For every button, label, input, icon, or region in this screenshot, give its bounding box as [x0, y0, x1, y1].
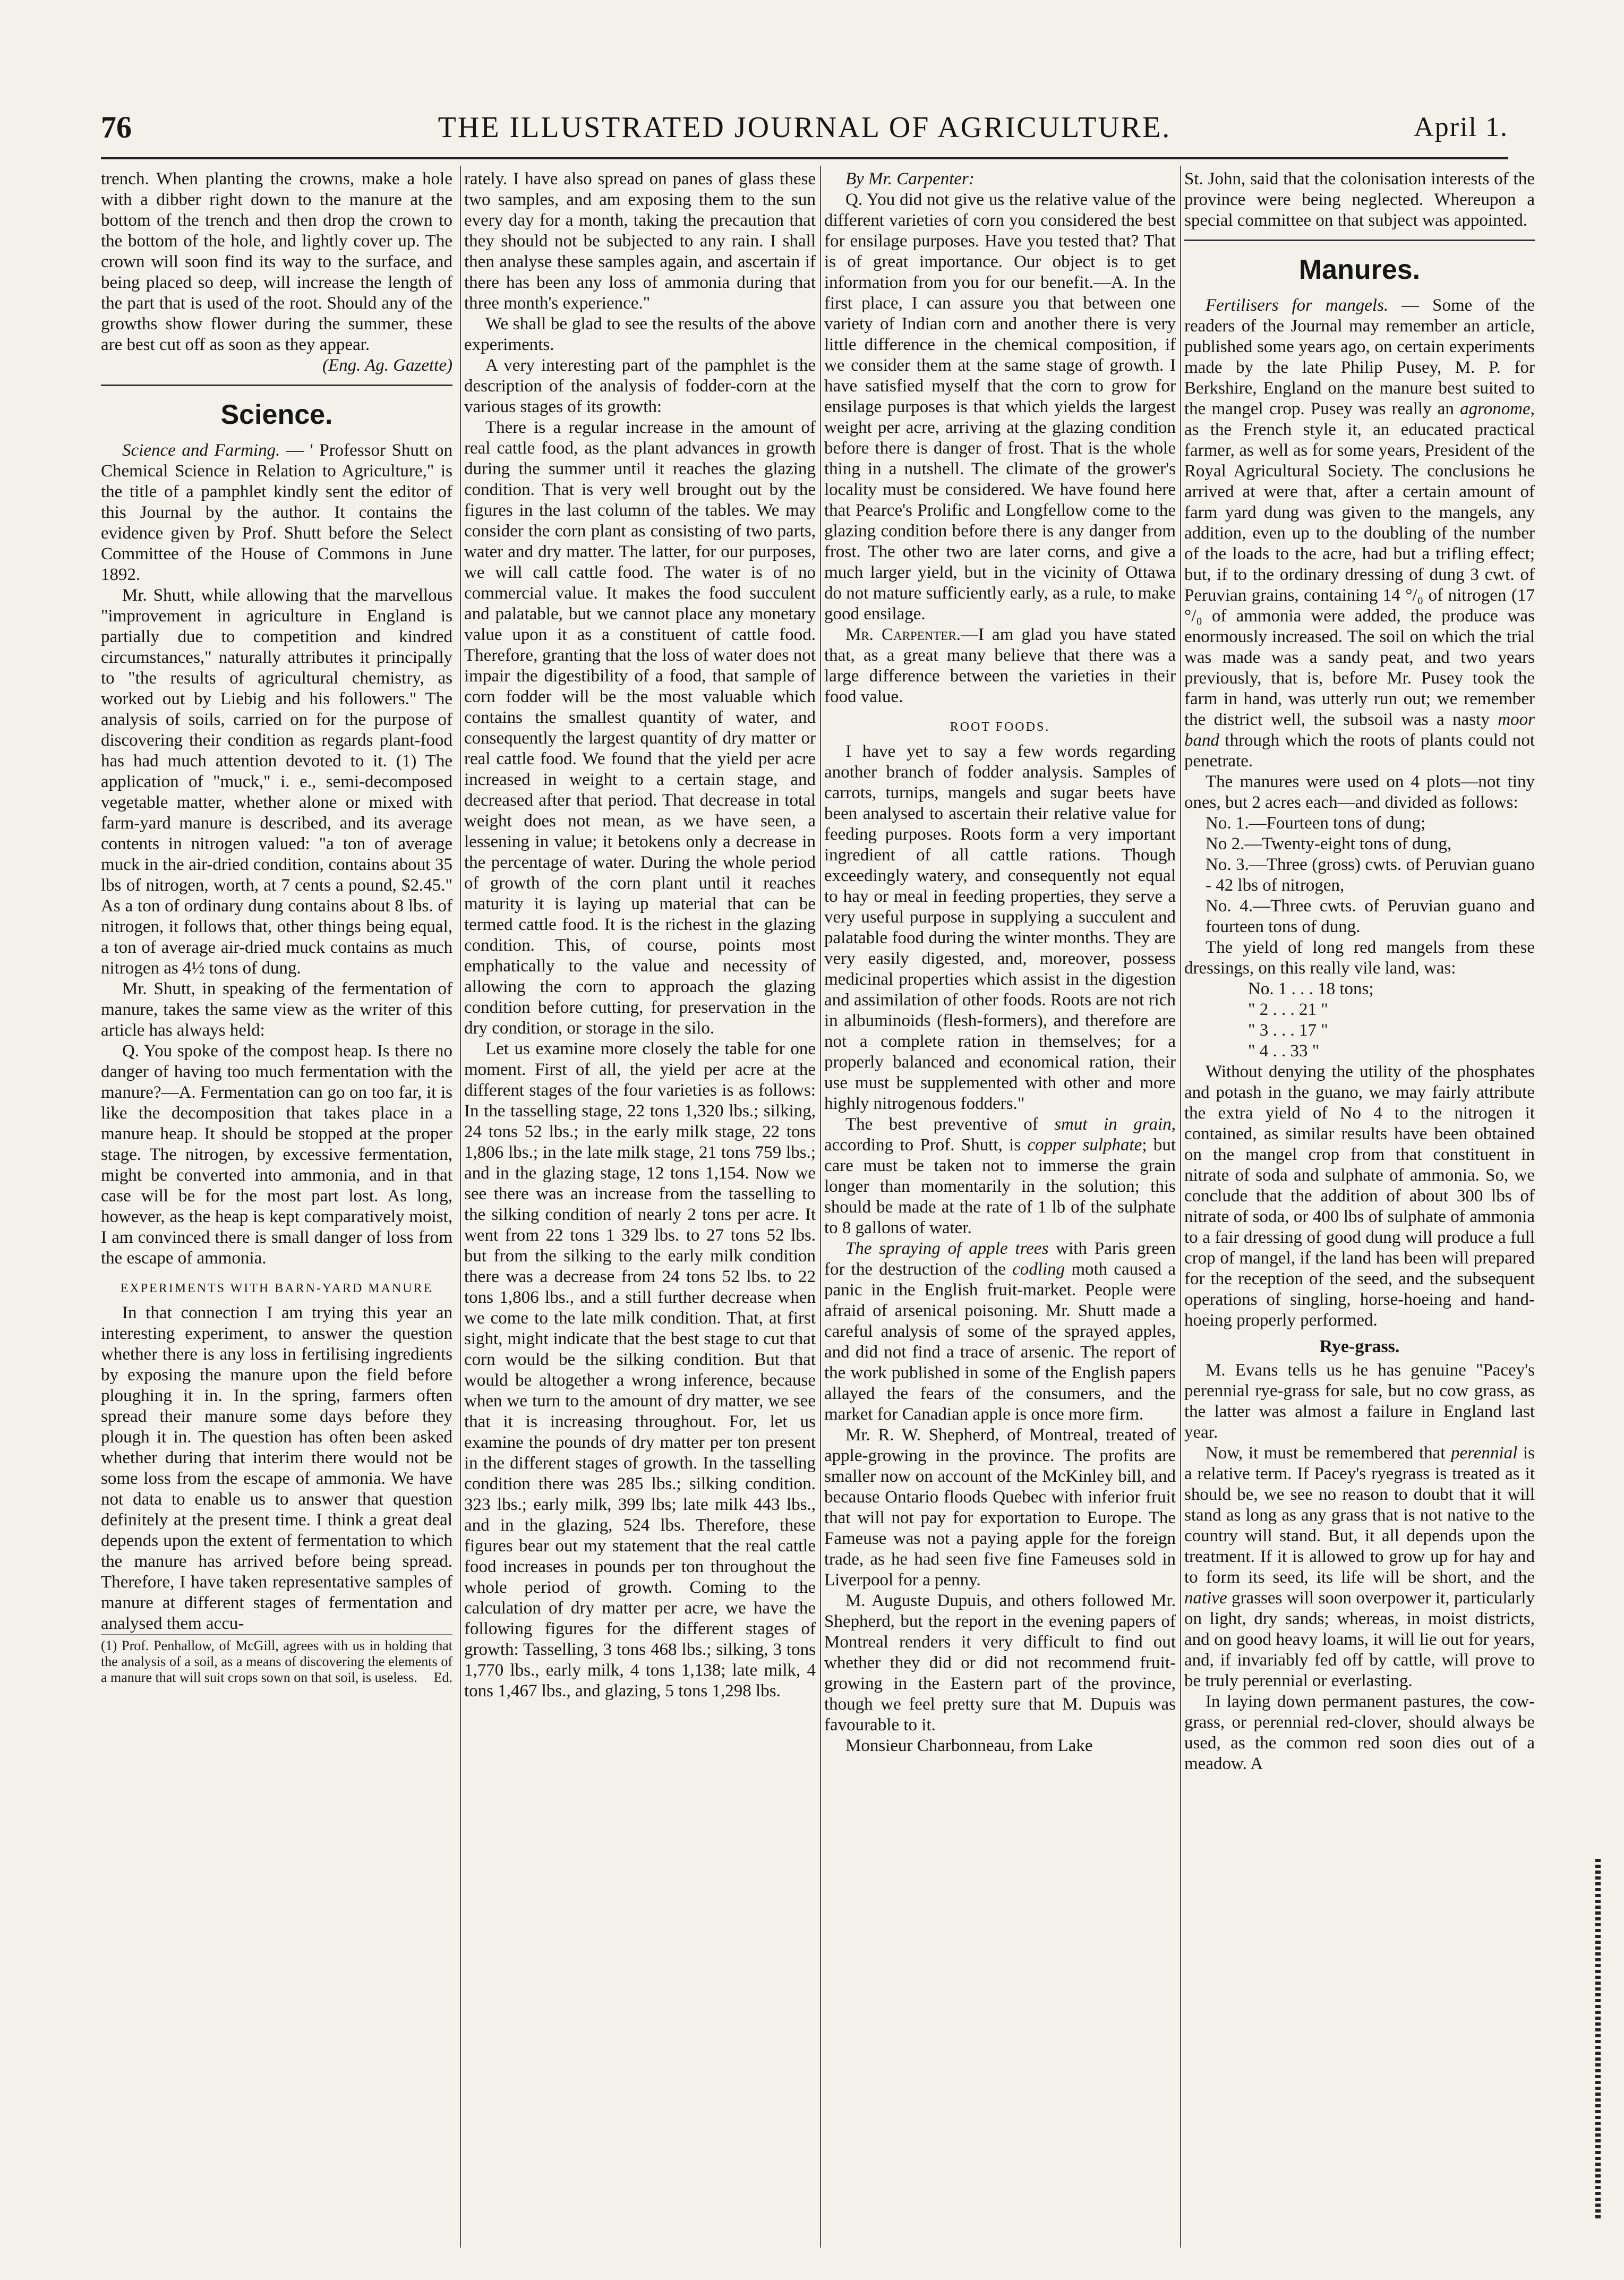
- yield-item: " 3 . . . 17 ": [1248, 1021, 1328, 1040]
- paragraph: A very interesting part of the pamphlet is the description of the analysis of fodder-corn at the various stages of its growth:: [464, 356, 816, 416]
- binding-edge-marks: [1595, 1859, 1601, 2220]
- paragraph: St. John, said that the colonisation interests of the province were being neglected. Whereupon a special committee on that subject was appointed.: [1184, 169, 1535, 230]
- paragraph: Q. You spoke of the compost heap. Is there no danger of having too much fermentation with the manure?—A. Fermentation can go on too far, it is like the decomposition that takes place in a manure heap. It should be stopped at the proper stage. The nitrogen, by excessive fermentation, might be converted into ammonia, and in that case will be for the most part lost. As long, however, as the heap is kept comparatively moist, I am convinced there is small danger of loss from the escape of ammonia.: [101, 1041, 452, 1268]
- paragraph: Without denying the utility of the phosphates and potash in the guano, we may fairly attribute the extra yield of No 4 to the nitrogen it contained, as similar results have been obtained on the mangel crop from that constituent in nitrate of soda and sulphate of ammonia. So, we conclude that the addition of about 300 lbs of nitrate of soda, or 400 lbs of sulphate of ammonia to a fair dressing of good dung will produce a full crop of mangel, if the land has been will prepared for the reception of the seed, and the subsequent operations of singling, horse-hoeing and hand-hoeing properly performed.: [1184, 1062, 1535, 1330]
- paragraph: M. Auguste Dupuis, and others followed Mr. Shepherd, but the report in the evening papers of Montreal renders it very difficult to find out whether they did or did not recommend fruit-growing in the Eastern part of the province, though we feel pretty sure that M. Dupuis was favourable to it.: [824, 1591, 1176, 1735]
- lead-title: Science and Farming.: [122, 441, 280, 460]
- column-3: [824, 169, 1176, 2251]
- yield-item: No. 1 . . . 18 tons;: [1248, 979, 1374, 998]
- paragraph: Now, it must be remembered that perennial is a relative term. If Pacey's ryegrass is treated as it should be, we see no reason to doubt that it will stand as long as any grass that is not native to the country will stand. But, it all depends upon the treatment. If it is allowed to grow up for hay and to form its seed, its life will be short, and the native grasses will soon overpower it, particularly on light, dry sands; whereas, in moist districts, and on good heavy loams, it will lie out for years, and, if invariably fed off by cattle, will prove to be truly perennial or everlasting.: [1184, 1444, 1535, 1690]
- yield-item: " 4 . . 33 ": [1248, 1041, 1320, 1061]
- plot-item: No. 1.—Fourteen tons of dung;: [1206, 814, 1426, 833]
- issue-date: April 1.: [1414, 112, 1508, 142]
- section-heading-science: Science.: [220, 399, 333, 430]
- speaker-name: Mr. Carpenter.: [845, 625, 961, 644]
- paragraph: Mr. R. W. Shepherd, of Montreal, treated of apple-growing in the province. The profits are smaller now on account of the McKinley bill, and because Ontario floods Quebec with inferior fruit that will not pay for exportation to Europe. The Fameuse was not a paying apple for the foreign trade, as he had seen five fine Fameuses sold in Liverpool for a penny.: [824, 1425, 1176, 1590]
- paragraph: In that connection I am trying this year an interesting experiment, to answer the question whether there is any loss in fertilising ingredients by exposing the manure upon the field before ploughing it in. In the spring, farmers often spread their manure some days before they plough it in. The question has often been asked whether during that interim there would not be some loss from the escape of ammonia. We have not data to enable us to answer that question definitely at the present time. I think a great deal depends upon the extent of fermentation to which the manure has arrived before being spread. Therefore, I have taken representative samples of manure at different stages of fermentation and analysed them accu-: [101, 1303, 452, 1633]
- plot-item: No. 4.—Three cwts. of Peruvian guano and fourteen tons of dung.: [1206, 896, 1535, 936]
- section-heading-manures: Manures.: [1298, 254, 1421, 285]
- paragraph: The best preventive of smut in grain, according to Prof. Shutt, is copper sulphate; but care must be taken not to immerse the grain longer than momentarily in the solution; this should be made at the rate of 1 lb of the sulphate to 8 gallons of water.: [824, 1115, 1176, 1237]
- footnote-sign: Ed.: [433, 1670, 452, 1685]
- plot-item: No. 3.—Three (gross) cwts. of Peruvian guano - 42 lbs of nitrogen,: [1206, 855, 1535, 895]
- paragraph: There is a regular increase in the amount of real cattle food, as the plant advances in growth during the summer until it reaches the glazing condition. That is very well brought out by the figures in the last column of the tables. We may consider the corn plant as consisting of two parts, water and dry matter. The latter, for our purposes, we will call cattle food. The water is of no commercial value. It makes the food succulent and palatable, but we cannot place any monetary value upon it as a constituent of cattle food. Therefore, granting that the loss of water does not impair the digestibility of a food, that sample of corn fodder will be the most valuable which contains the smallest quantity of water, and consequently the largest quantity of dry matter or real cattle food. We found that the yield per acre increased in weight to a certain stage, and decreased after that period. That decrease in total weight does not mean, as we have seen, a lessening in value; it betokens only a decrease in the percentage of water. During the whole period of growth of the corn plant until it reaches maturity it is laying up material that can be termed cattle food. It is the richest in the glazing condition. This, of course, points most emphatically to the value and necessity of allowing the corn to approach the glazing condition before cutting, for preservation in the dry condition, or storage in the silo.: [464, 418, 816, 1038]
- paragraph: Q. You did not give us the relative value of the different varieties of corn you considered the best for ensilage purposes. Have you tested that? That is of great importance. Our object is to get information from you for our benefit.—A. In the first place, I can assure you that between one variety of Indian corn and another there is very little difference in the chemical composition, if we consider them at the same stage of growth. I have satisfied myself that the corn to grow for ensilage purposes is that which yields the largest weight per acre, arriving at the glazing condition before there is danger of frost. That is the whole thing in a nutshell. The climate of the grower's locality must be considered. We have found here that Pearce's Prolific and Longfellow come to the glazing condition before there is any danger from frost. The other two are later corns, and give a much larger yield, but in the vicinity of Ottawa do not mature sufficiently early, as a rule, to make good ensilage.: [824, 190, 1176, 624]
- lead-title: Fertilisers for mangels.: [1206, 296, 1389, 315]
- subheading-experiments: EXPERIMENTS WITH BARN-YARD MANURE: [120, 1282, 433, 1295]
- subheading-root-foods: ROOT FOODS.: [950, 720, 1050, 734]
- column-divider: [460, 166, 461, 2248]
- column-divider: [1180, 166, 1181, 2248]
- column-2: [464, 169, 816, 2251]
- yield-item: " 2 . . . 21 ": [1248, 1000, 1328, 1019]
- paragraph: The spraying of apple trees with Paris green for the destruction of the codling moth caused a panic in the English fruit-market. People were afraid of arsenical poisoning. Mr. Shutt made a careful analysis of some of the sprayed apples, and did not find a trace of arsenic. The report of the work published in some of the English papers allayed the fears of the consumers, and the market for Canadian apple is once more firm.: [824, 1239, 1176, 1424]
- column-1: [101, 169, 452, 2251]
- paragraph: Let us examine more closely the table for one moment. First of all, the yield per acre at the different stages of the four varieties is as follows: In the tasselling stage, 22 tons 1,320 lbs.; silking, 24 tons 52 lbs.; in the early milk stage, 22 tons 1,806 lbs.; in the late milk stage, 21 tons 759 lbs.; and in the glazing stage, 12 tons 1,154. Now we see there was an increase from the tasselling to the silking condition of nearly 2 tons per acre. It went from 22 tons 1 329 lbs. to 27 tons 52 lbs. but from the silking to the early milk condition there was a decrease from 24 tons 52 lbs. to 22 tons 1,806 lbs., and a still further decrease when we come to the late milk condition. That, at first sight, might indicate that the best stage to cut that corn would be the silking condition. But that would be altogether a wrong inference, because when we turn to the amount of dry matter, we see that it is increasing throughout. For, let us examine the pounds of dry matter per ton present in the different stages of growth. In the tasselling condition there was 285 lbs.; silking condition. 323 lbs.; early milk, 399 lbs; late milk 443 lbs., and in the glazing, 524 lbs. Therefore, these figures bear out my statement that the real cattle food increases in pounds per ton throughout the whole period of growth. Coming to the calculation of dry matter per acre, we have the following figures for the different stages of growth: Tasselling, 3 tons 468 lbs.; silking, 3 tons 1,770 lbs., early milk, 4 tons 1,138; late milk, 4 tons 1,467 lbs., and glazing, 5 tons 1,298 lbs.: [464, 1039, 816, 1701]
- journal-title: THE ILLUSTRATED JOURNAL OF AGRICULTURE.: [438, 111, 1172, 144]
- footnote: (1) Prof. Penhallow, of McGill, agrees with us in holding that the analysis of a soil, as a means of discovering the elements of a manure that will suit crops sown on that soil, is useless. Ed.: [101, 1634, 452, 1686]
- page-number: 76: [101, 110, 132, 144]
- paragraph: Mr. Shutt, in speaking of the fermentation of manure, takes the same view as the writer of this article has always held:: [101, 979, 452, 1040]
- byline: By Mr. Carpenter:: [845, 169, 975, 189]
- section-rule: [101, 385, 452, 386]
- column-divider: [820, 166, 821, 2248]
- paragraph: The manures were used on 4 plots—not tiny ones, but 2 acres each—and divided as follows:: [1184, 772, 1535, 812]
- header-rule: [101, 157, 1508, 159]
- paragraph: Mr. Carpenter.—I am glad you have stated that, as a great many believe that there was a large difference between the varieties in their food value.: [824, 625, 1176, 706]
- page-header: [101, 109, 1508, 152]
- column-4: [1184, 169, 1535, 2251]
- paragraph: M. Evans tells us he has genuine "Pacey's perennial rye-grass for sale, but no cow grass, as the latter was almost a failure in England last year.: [1184, 1361, 1535, 1442]
- paragraph: Fertilisers for mangels. — Some of the readers of the Journal may remember an article, published some years ago, on certain experiments made by the late Philip Pusey, M. P. for Berkshire, England on the manure best suited to the mangel crop. Pusey was really an agronome, as the French style it, an educated practical farmer, as well as for some years, President of the Royal Agricultural Society. The conclusions he arrived at were that, after a certain amount of farm yard dung was given to the mangels, any addition, even up to the doubling of the number of the loads to the acre, had but a trifling effect; but, if to the ordinary dressing of dung 3 cwt. of Peruvian grains, containing 14 °/₀ of nitrogen (17 °/₀ of ammonia were added, the produce was enormously increased. The soil on which the trial was made was a sandy peat, and two years previously, that is, before Mr. Pusey took the farm in hand, was utterly run out; we remember the district well, the subsoil was a nasty moor band through which the roots of plants could not penetrate.: [1184, 296, 1535, 771]
- paragraph: We shall be glad to see the results of the above experiments.: [464, 314, 816, 354]
- source-citation: (Eng. Ag. Gazette): [322, 356, 452, 375]
- paragraph: In laying down permanent pastures, the cow-grass, or perennial red-clover, should always be used, as the common red soon dies out of a meadow. A: [1184, 1692, 1535, 1773]
- paragraph: The yield of long red mangels from these dressings, on this really vile land, was:: [1184, 938, 1535, 978]
- section-heading-ryegrass: Rye-grass.: [1319, 1337, 1400, 1356]
- paragraph: rately. I have also spread on panes of glass these two samples, and am exposing them to the sun every day for a month, taking the precaution that they should not be subjected to any rain. I shall then analyse these samples again, and ascertain if there has been any loss of ammonia during that three month's experience.": [464, 169, 816, 313]
- paragraph: Monsieur Charbonneau, from Lake: [845, 1736, 1093, 1755]
- plot-item: No 2.—Twenty-eight tons of dung,: [1206, 834, 1452, 853]
- paragraph: trench. When planting the crowns, make a hole with a dibber right down to the manure at the bottom of the trench and then drop the crown to the bottom of the hole, and lightly cover up. The crown will soon find its way to the surface, and being placed so deep, will increase the length of the part that is used of the root. Should any of the growths show flower during the summer, these are best cut off as soon as they appear.: [101, 169, 452, 354]
- paragraph: Mr. Shutt, while allowing that the marvellous "improvement in agriculture in England is partially due to competition and kindred circumstances," naturally attributes it principally to "the results of agricultural chemistry, as worked out by Liebig and his followers." The analysis of soils, carried on for the purpose of discovering their condition as regards plant-food has had much attention devoted to it. (1) The application of "muck," i. e., semi-decomposed vegetable matter, whether alone or mixed with farm-yard manure is described, and its average contents in nitrogen valued: "a ton of average muck in the air-dried condition, contains about 35 lbs of nitrogen, worth, at 7 cents a pound, $2.45." As a ton of ordinary dung contains about 8 lbs. of nitrogen, it follows that, other things being equal, a ton of average air-dried muck contains as much nitrogen as 4½ tons of dung.: [101, 586, 452, 978]
- paragraph: Science and Farming. — ' Professor Shutt on Chemical Science in Relation to Agriculture," is the title of a pamphlet kindly sent the editor of this Journal by the author. It contains the evidence given by Prof. Shutt before the Select Committee of the House of Commons in June 1892.: [101, 441, 452, 584]
- section-rule: [1184, 240, 1535, 241]
- paragraph: I have yet to say a few words regarding another branch of fodder analysis. Samples of carrots, turnips, mangels and sugar beets have been analysed to ascertain their relative value for feeding purposes. Roots form a very important ingredient of all cattle rations. Though exceedingly watery, and consequently not equal to hay or meal in feeding properties, they serve a very useful purpose in supplying a succulent and palatable food during the winter months. They are very easily digested, and, moreover, possess medicinal properties which assist in the digestion and assimilation of other foods. Roots are not rich in albuminoids (flesh-formers), and therefore are not a complete ration in themselves; for a properly balanced and economical ration, their use must be supplemented with other and more highly nitrogenous fodders.": [824, 742, 1176, 1113]
